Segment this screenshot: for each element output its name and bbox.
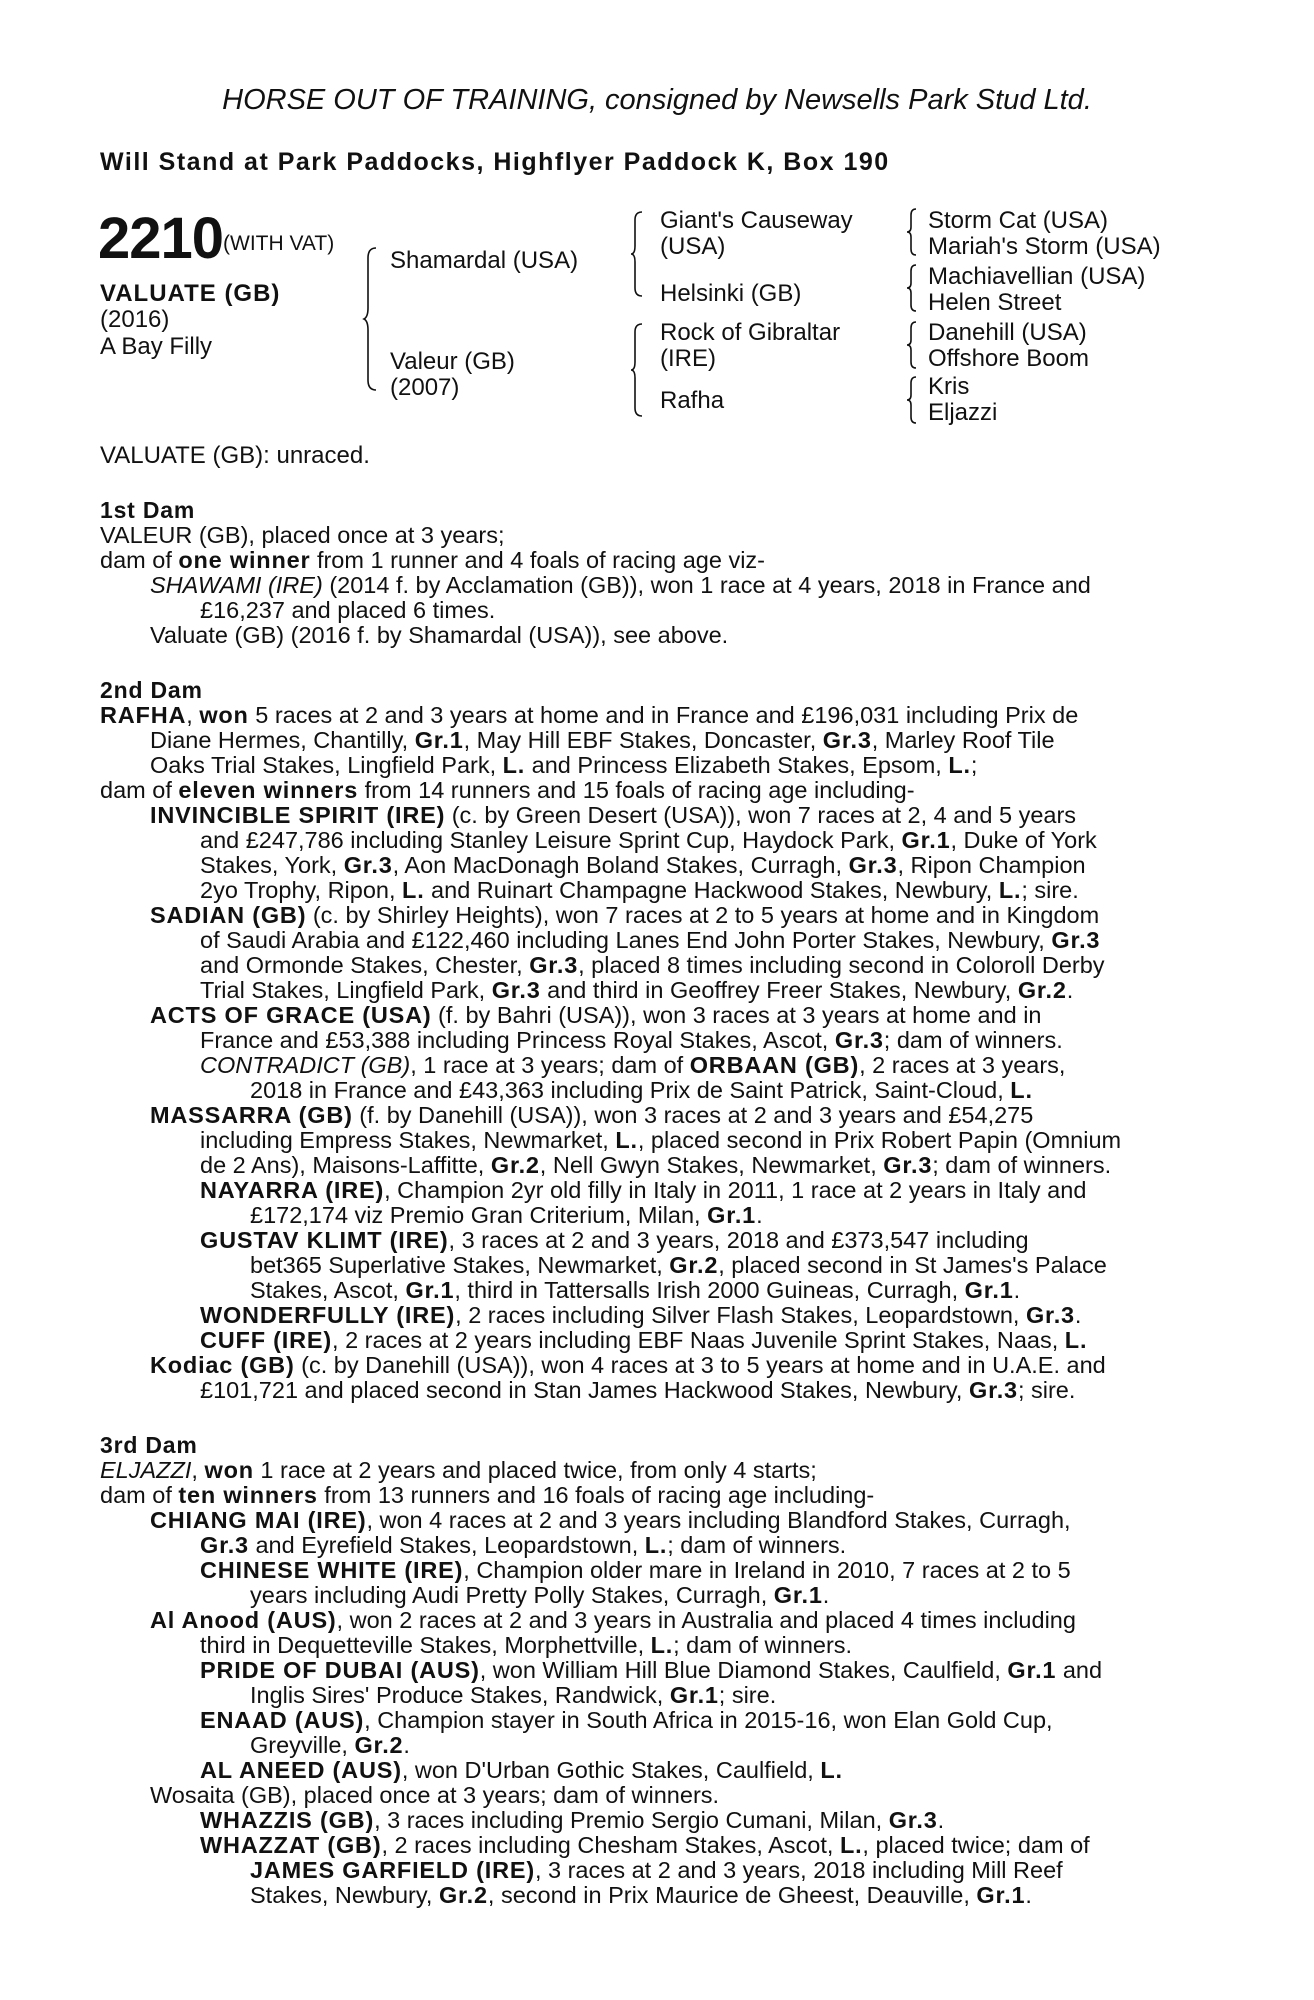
second-dam-line: bet365 Superlative Stakes, Newmarket, Gr.2, placed second in St James's Palace <box>250 1252 1107 1278</box>
third-dam-line: AL ANEED (AUS), won D'Urban Gothic Stakes, Caulfield, L. <box>200 1757 843 1783</box>
second-dam-line: and £247,786 including Stanley Leisure Sprint Cup, Haydock Park, Gr.1, Duke of York <box>200 827 1097 853</box>
second-dam-line: GUSTAV KLIMT (IRE), 3 races at 2 and 3 years, 2018 and £373,547 including <box>200 1227 1029 1253</box>
race-record: VALUATE (GB): unraced. <box>100 442 370 469</box>
second-dam-line: MASSARRA (GB) (f. by Danehill (USA)), won 3 races at 2 and 3 years and £54,275 <box>150 1102 1034 1128</box>
third-dam-line: Inglis Sires' Produce Stakes, Randwick, Gr.1; sire. <box>250 1682 777 1708</box>
dam-line-brace <box>630 320 650 420</box>
maternal-grandsire: Rock of Gibraltar <box>660 319 841 346</box>
second-dam-line: £101,721 and placed second in Stan James Hackwood Stakes, Newbury, Gr.3; sire. <box>200 1377 1076 1403</box>
second-dam-line: WONDERFULLY (IRE), 2 races including Silver Flash Stakes, Leopardstown, Gr.3. <box>200 1302 1082 1328</box>
first-dam-line: Valuate (GB) (2016 f. by Shamardal (USA)), see above. <box>150 622 729 648</box>
foaling-year: (2016) <box>100 306 170 333</box>
second-dam-line: CONTRADICT (GB), 1 race at 3 years; dam of ORBAAN (GB), 2 races at 3 years, <box>200 1052 1066 1078</box>
first-dam-line: SHAWAMI (IRE) (2014 f. by Acclamation (GB)), won 1 race at 4 years, 2018 in France and <box>150 572 1091 598</box>
third-dam-line: ENAAD (AUS), Champion stayer in South Africa in 2015-16, won Elan Gold Cup, <box>200 1707 1053 1733</box>
second-dam-line: Trial Stakes, Lingfield Park, Gr.3 and third in Geoffrey Freer Stakes, Newbury, Gr.2. <box>200 977 1074 1003</box>
third-dam-line: dam of ten winners from 13 runners and 16 foals of racing age including- <box>100 1482 875 1508</box>
ancestor-helen-street: Helen Street <box>928 289 1062 316</box>
third-dam-line: WHAZZIS (GB), 3 races including Premio Sergio Cumani, Milan, Gr.3. <box>200 1807 945 1833</box>
third-dam-line: Gr.3 and Eyrefield Stakes, Leopardstown, L.; dam of winners. <box>200 1532 847 1558</box>
third-dam-line: Stakes, Newbury, Gr.2, second in Prix Maurice de Gheest, Deauville, Gr.1. <box>250 1882 1032 1908</box>
ancestor-machiavellian: Machiavellian (USA) <box>928 263 1146 290</box>
ggs-brace-4 <box>906 374 922 426</box>
second-dam-line: dam of eleven winners from 14 runners and 15 foals of racing age including- <box>100 777 915 803</box>
paternal-grandsire-origin: (USA) <box>660 233 726 260</box>
sire-dam-brace <box>362 244 392 394</box>
ggs-brace-3 <box>906 319 922 371</box>
ancestor-offshore-boom: Offshore Boom <box>928 345 1089 372</box>
ggs-brace-1 <box>906 206 922 258</box>
maternal-granddam: Rafha <box>660 387 725 414</box>
ancestor-danehill: Danehill (USA) <box>928 319 1087 346</box>
second-dam-line: NAYARRA (IRE), Champion 2yr old filly in Italy in 2011, 1 race at 2 years in Italy and <box>200 1177 1087 1203</box>
second-dam-line: Stakes, Ascot, Gr.1, third in Tattersalls Irish 2000 Guineas, Curragh, Gr.1. <box>250 1277 1021 1303</box>
second-dam-line: Stakes, York, Gr.3, Aon MacDonagh Boland Stakes, Curragh, Gr.3, Ripon Champion <box>200 852 1086 878</box>
second-dam-line: £172,174 viz Premio Gran Criterium, Milan, Gr.1. <box>250 1202 763 1228</box>
vat-label: (WITH VAT) <box>223 232 335 255</box>
second-dam-line: of Saudi Arabia and £122,460 including Lanes End John Porter Stakes, Newbury, Gr.3 <box>200 927 1101 953</box>
sire: Shamardal (USA) <box>390 247 579 274</box>
third-dam-line: WHAZZAT (GB), 2 races including Chesham Stakes, Ascot, L., placed twice; dam of <box>200 1832 1090 1858</box>
second-dam-line: 2018 in France and £43,363 including Prix de Saint Patrick, Saint-Cloud, L. <box>250 1077 1033 1103</box>
third-dam-line: CHINESE WHITE (IRE), Champion older mare in Ireland in 2010, 7 races at 2 to 5 <box>200 1557 1071 1583</box>
first-dam-line: VALEUR (GB), placed once at 3 years; <box>100 522 505 548</box>
ancestor-mariahs-storm: Mariah's Storm (USA) <box>928 233 1161 260</box>
lot-number: 2210 <box>98 206 224 271</box>
third-dam-line: years including Audi Pretty Polly Stakes, Curragh, Gr.1. <box>250 1582 830 1608</box>
second-dam-line: Kodiac (GB) (c. by Danehill (USA)), won 4 races at 3 to 5 years at home and in U.A.E. and <box>150 1352 1106 1378</box>
third-dam-line: third in Dequetteville Stakes, Morphettville, L.; dam of winners. <box>200 1632 853 1658</box>
second-dam-line: 2yo Trophy, Ripon, L. and Ruinart Champagne Hackwood Stakes, Newbury, L.; sire. <box>200 877 1079 903</box>
second-dam-line: de 2 Ans), Maisons-Laffitte, Gr.2, Nell Gwyn Stakes, Newmarket, Gr.3; dam of winners. <box>200 1152 1112 1178</box>
horse-description: A Bay Filly <box>100 333 213 360</box>
second-dam-line: INVINCIBLE SPIRIT (IRE) (c. by Green Desert (USA)), won 7 races at 2, 4 and 5 years <box>150 802 1077 828</box>
dam-year: (2007) <box>390 374 460 401</box>
third-dam-title: 3rd Dam <box>100 1432 198 1458</box>
catalogue-header: HORSE OUT OF TRAINING, consigned by Newsells Park Stud Ltd. <box>222 84 1092 116</box>
paternal-grandsire: Giant's Causeway <box>660 207 853 234</box>
second-dam-line: Diane Hermes, Chantilly, Gr.1, May Hill EBF Stakes, Doncaster, Gr.3, Marley Roof Tile <box>150 727 1055 753</box>
ancestor-eljazzi: Eljazzi <box>928 399 998 426</box>
third-dam-line: Wosaita (GB), placed once at 3 years; dam of winners. <box>150 1782 720 1808</box>
second-dam-line: Oaks Trial Stakes, Lingfield Park, L. and Princess Elizabeth Stakes, Epsom, L.; <box>150 752 978 778</box>
dam-name: Valeur (GB) <box>390 348 515 375</box>
second-dam-line: CUFF (IRE), 2 races at 2 years including EBF Naas Juvenile Sprint Stakes, Naas, L. <box>200 1327 1088 1353</box>
second-dam-line: RAFHA, won 5 races at 2 and 3 years at home and in France and £196,031 including Prix de <box>100 702 1079 728</box>
maternal-grandsire-origin: (IRE) <box>660 345 716 372</box>
ancestor-storm-cat: Storm Cat (USA) <box>928 207 1109 234</box>
horse-name: VALUATE (GB) <box>100 280 281 307</box>
second-dam-line: ACTS OF GRACE (USA) (f. by Bahri (USA)), won 3 races at 3 years at home and in <box>150 1002 1042 1028</box>
ggs-brace-2 <box>906 262 922 314</box>
first-dam-line: £16,237 and placed 6 times. <box>200 597 496 623</box>
first-dam-title: 1st Dam <box>100 497 196 523</box>
paternal-granddam: Helsinki (GB) <box>660 280 802 307</box>
second-dam-title: 2nd Dam <box>100 677 203 703</box>
third-dam-line: CHIANG MAI (IRE), won 4 races at 2 and 3 years including Blandford Stakes, Curragh, <box>150 1507 1071 1533</box>
third-dam-line: Al Anood (AUS), won 2 races at 2 and 3 years in Australia and placed 4 times including <box>150 1607 1076 1633</box>
third-dam-line: JAMES GARFIELD (IRE), 3 races at 2 and 3 years, 2018 including Mill Reef <box>250 1857 1063 1883</box>
second-dam-line: including Empress Stakes, Newmarket, L., placed second in Prix Robert Papin (Omnium <box>200 1127 1122 1153</box>
second-dam-line: SADIAN (GB) (c. by Shirley Heights), won 7 races at 2 to 5 years at home and in Kingdom <box>150 902 1100 928</box>
sire-line-brace <box>630 208 650 300</box>
first-dam-line: dam of one winner from 1 runner and 4 foals of racing age viz- <box>100 547 765 573</box>
second-dam-line: and Ormonde Stakes, Chester, Gr.3, placed 8 times including second in Coloroll Derby <box>200 952 1105 978</box>
second-dam-line: France and £53,388 including Princess Royal Stakes, Ascot, Gr.3; dam of winners. <box>200 1027 1063 1053</box>
stand-location: Will Stand at Park Paddocks, Highflyer Paddock K, Box 190 <box>100 148 890 176</box>
third-dam-line: PRIDE OF DUBAI (AUS), won William Hill Blue Diamond Stakes, Caulfield, Gr.1 and <box>200 1657 1103 1683</box>
third-dam-line: ELJAZZI, won 1 race at 2 years and placed twice, from only 4 starts; <box>100 1457 817 1483</box>
ancestor-kris: Kris <box>928 373 970 400</box>
third-dam-line: Greyville, Gr.2. <box>250 1732 410 1758</box>
